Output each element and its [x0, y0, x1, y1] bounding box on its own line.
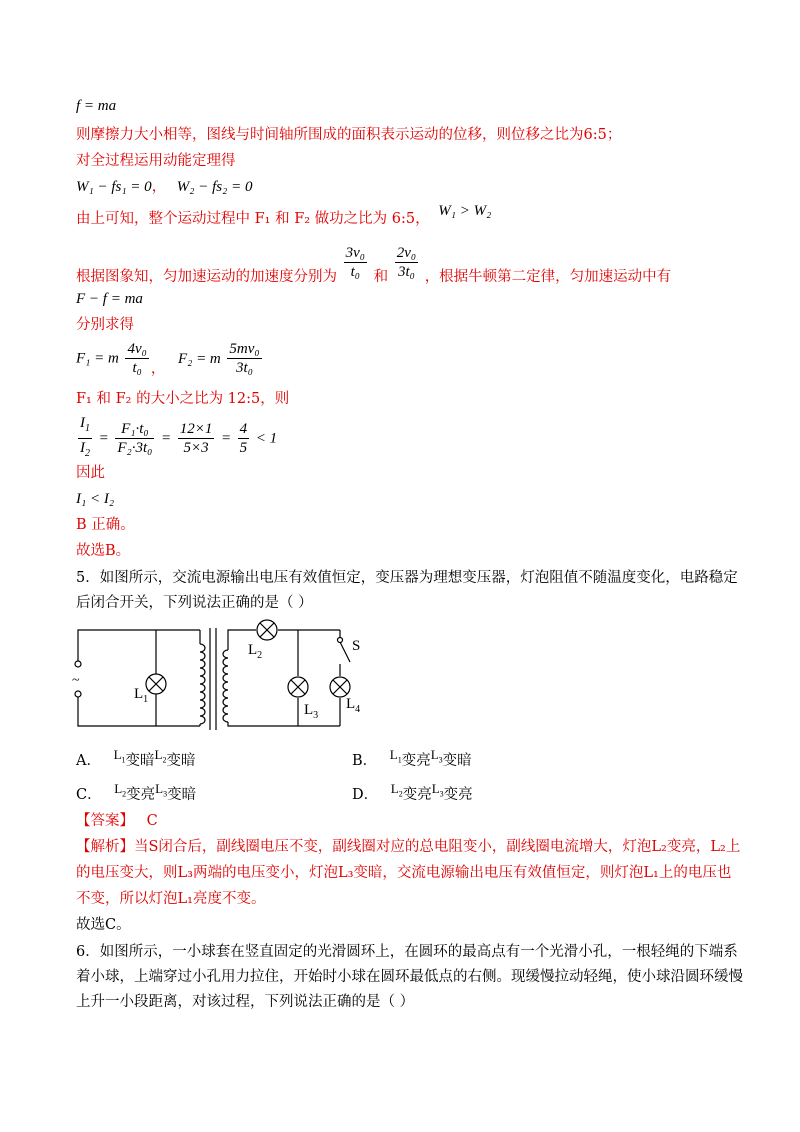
eq-newton: F − f = ma [76, 291, 143, 307]
lamp-l4 [330, 677, 350, 697]
q5-analysis-line-2: 的电压变大，则L₃两端的电压变小，灯泡L₃变暗，交流电源输出电压有效值恒定，则灯泡L₁上的电压也 [76, 865, 732, 881]
solution-line-work-ratio [76, 203, 492, 230]
eq-w1: W₁ − fs₁ = 0 [76, 179, 152, 195]
eq-impulse-ratio: $\frac{I_1}{I_2}$ = $\frac{\text{F₁·t₀}}{\text{F₂·3t₀}}$ = $\frac{12\times 1}{5\times 3}$ = $\frac{4}{5}$ < 1 [76, 414, 277, 463]
q5-analysis-line-3: 不变，所以灯泡L₁亮度不变。 [76, 891, 266, 907]
q5-stem-line-1: 5．如图所示，交流电源输出电压有效值恒定，变压器为理想变压器，灯泡阻值不随温度变化，电路稳定 [76, 570, 738, 586]
q5-choose: 故选C。 [76, 917, 131, 933]
switch-s-label: S [352, 638, 361, 654]
solution-line-energy-theorem: 对全过程运用动能定理得 [76, 153, 236, 169]
ac-source-symbol: ~ [72, 673, 80, 688]
solution-line-therefore: 因此 [76, 465, 105, 481]
accel-frac-2: $\frac{\text{2v₀}}{\text{3t₀}}$ [396, 245, 417, 280]
option-d[interactable]: D． $L_2$变亮$L_3$变亮 [352, 781, 473, 803]
lamp-l3-label: $L_3$ [304, 702, 319, 721]
solution-line-solve: 分别求得 [76, 317, 134, 333]
q6-stem-line-1: 6．如图所示，一小球套在竖直固定的光滑圆环上，在圆环的最高点有一个光滑小孔，一根轻绳的下端系 [76, 944, 738, 960]
lamp-l1-label: $L_1$ [134, 686, 149, 705]
solution-line-choose-b: 故选B。 [76, 543, 131, 559]
eq-work-energy: W₁ − fs₁ = 0， W₂ − fs₂ = 0 [76, 179, 253, 195]
accel-text-b: ，根据牛顿第二定律，匀加速运动中有 [424, 268, 672, 285]
f2-frac: $\frac{\text{5mv₀}}{\text{3t₀}}$ [229, 341, 260, 376]
option-b[interactable]: B． $L_1$变亮$L_3$变暗 [352, 747, 472, 769]
accel-frac-1: $\frac{\text{3v₀}}{\text{t₀}}$ [345, 245, 365, 280]
impulse-ratio-f3: $\frac{4}{5}$ [239, 421, 248, 456]
accel-and: 和 [373, 268, 389, 285]
eq-i1-lt-i2: I₁ < I₂ [76, 491, 115, 507]
q5-analysis-line-1: 【解析】当S闭合后，副线圈电压不变，副线圈对应的总电阻变小，副线圈电流增大，灯泡L₂变亮，L₂上 [76, 839, 741, 855]
answer-label: 【答案】 [76, 813, 134, 829]
f1-frac: $\frac{\text{4v₀}}{\text{t₀}}$ [127, 341, 147, 376]
answer-value: C [146, 813, 158, 829]
solution-line-b-correct: B 正确。 [76, 517, 135, 533]
q6-stem-line-2: 着小球，上端穿过小孔用力拉住，开始时小球在圆环最低点的右侧。现缓慢拉动轻绳，使小球沿圆环缓慢 [76, 969, 743, 985]
lamp-l4-label: $L_4$ [346, 696, 361, 715]
eq-w2: W₂ − fs₂ = 0 [176, 179, 253, 195]
eq-w1-gt-w2: W₁ > W₂ [438, 203, 492, 219]
work-ratio-text: 由上可知，整个运动过程中 F₁ 和 F₂ 做功之比为 6:5， [76, 211, 430, 227]
lamp-l2-label: $L_2$ [248, 642, 263, 661]
eq-f-ma: f = ma [76, 98, 117, 114]
impulse-ratio-f1: $\frac{\text{F₁·t₀}}{\text{F₂·3t₀}}$ [117, 421, 153, 456]
solution-line-force-ratio: F₁ 和 F₂ 的大小之比为 12:5，则 [76, 391, 290, 407]
impulse-ratio-f2: $\frac{12\times 1}{5\times 3}$ [179, 421, 213, 456]
q5-circuit-diagram [60, 618, 390, 740]
q5-answer [76, 810, 158, 832]
lamp-l2 [257, 620, 277, 640]
option-c[interactable]: C． $L_2$变亮$L_3$变暗 [76, 781, 197, 803]
option-a[interactable]: A． $L_1$变暗$L_2$变暗 [76, 747, 196, 769]
lamp-l3 [288, 677, 308, 697]
eq-forces: F₁ = m $\frac{\text{4v₀}}{\text{t₀}}$ ， F₂ = m $\frac{\text{5mv₀}}{\text{3t₀}}$ [76, 341, 260, 377]
lamp-l1 [146, 674, 166, 694]
q6-stem-line-3: 上升一小段距离，对该过程，下列说法正确的是（ ） [76, 994, 415, 1010]
impulse-ratio-left: $\frac{I_1}{I_2}$ [80, 415, 90, 459]
q5-stem-line-2: 后闭合开关，下列说法正确的是（ ） [76, 595, 313, 611]
accel-text-a: 根据图象知，匀加速运动的加速度分别为 [76, 268, 337, 285]
solution-line-displacement: 则摩擦力大小相等，图线与时间轴所围成的面积表示运动的位移，则位移之比为6:5； [76, 127, 622, 143]
solution-line-acceleration [76, 244, 672, 285]
